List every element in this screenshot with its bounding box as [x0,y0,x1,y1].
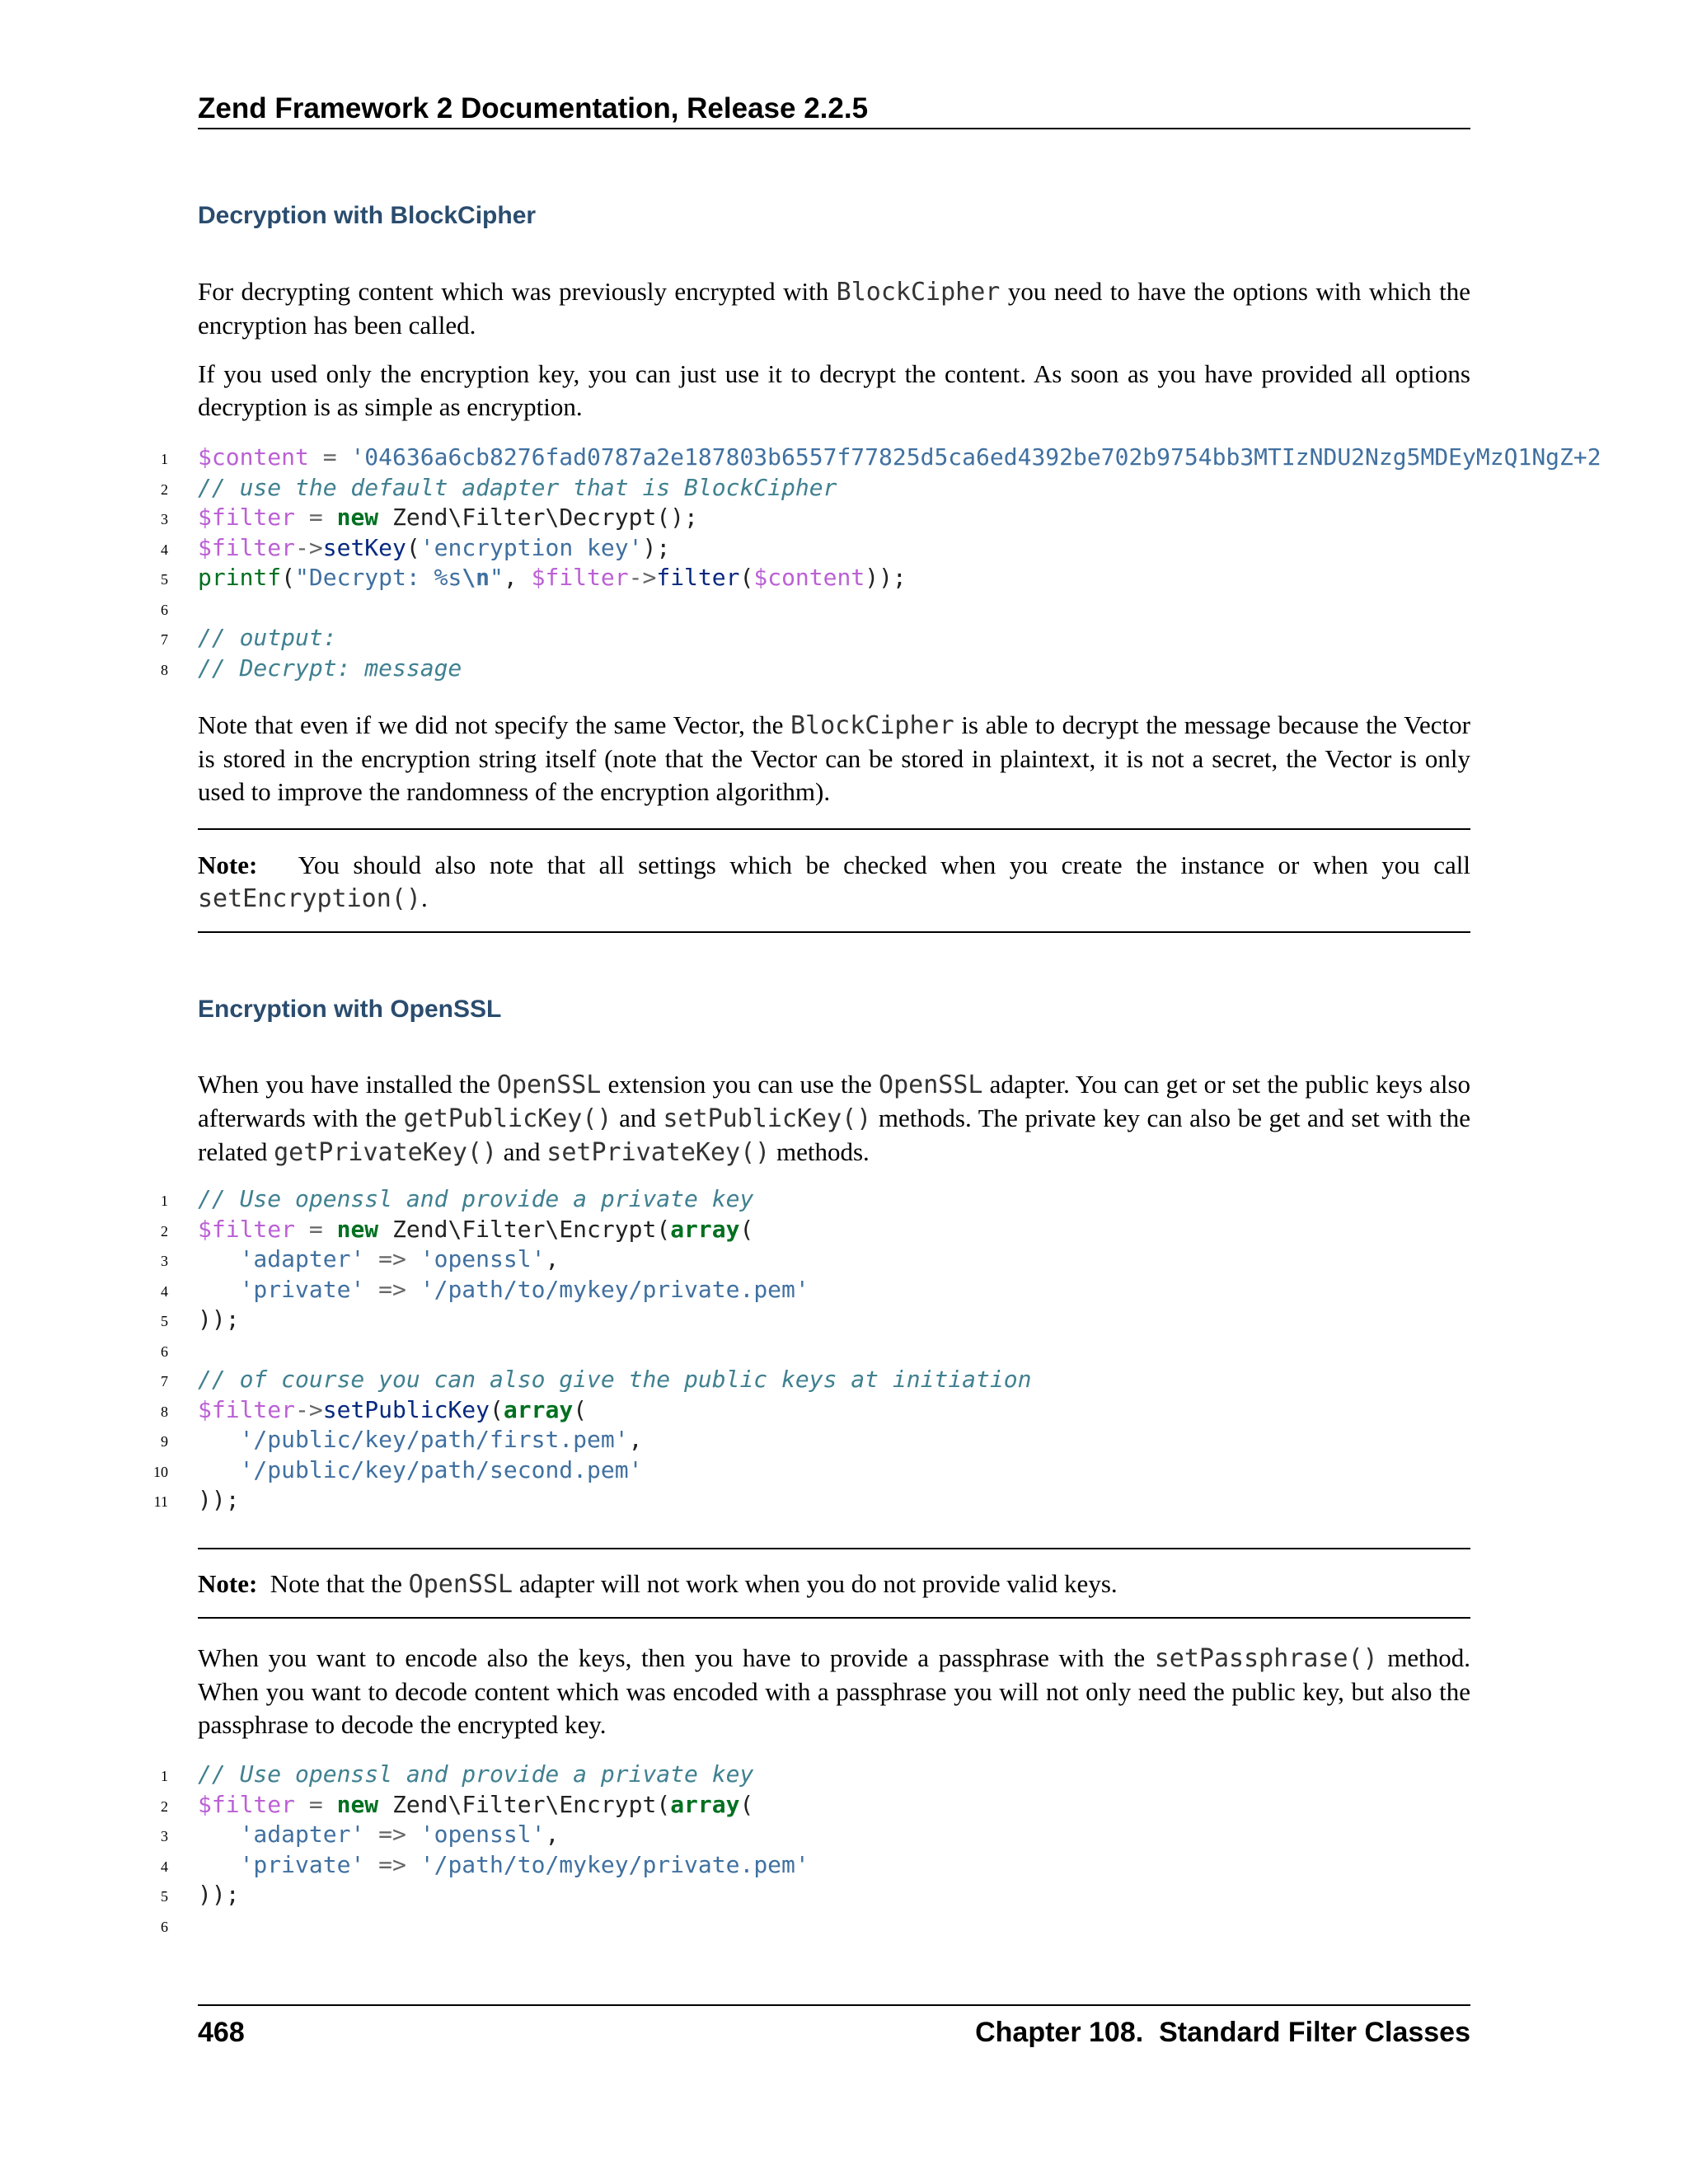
text: you need to have the options with which the encryption has been called. [198,277,1470,340]
note-rule-top [198,828,1470,830]
code-line: 1 // Use openssl and provide a private key [161,1760,754,1788]
note-rule-bottom [198,1617,1470,1619]
code-line: 5 printf("Decrypt: %s\n", $filter->filter($content)); [148,563,1688,593]
paragraph-decryption-intro [198,275,1470,342]
line-number: 6 [161,601,168,618]
line-number: 7 [161,631,168,648]
line-number: 5 [161,571,168,588]
inline-code: getPrivateKey() [274,1138,498,1167]
section-title-decryption: Decryption with BlockCipher [198,202,537,229]
code-line: 3 'adapter' => 'openssl', [161,1245,560,1272]
paragraph-vector-note [198,709,1470,808]
text: is able to decrypt the message because the Vector is stored in the encryption string itself (note that the Vector can be stored in plaintext, it is not a secret, the Vector is only used to improve the randomness of the encryption algorithm). [198,710,1470,806]
code-line: 7 // output: [148,623,1688,654]
inline-code: getPublicKey() [403,1104,612,1133]
code-line: 8 $filter->setPublicKey(array( [161,1395,588,1423]
inline-code: OpenSSL [496,1071,602,1099]
line-number: 8 [161,661,168,678]
text: You should also note that all settings which be checked when you create the instance or when you call [298,851,1470,879]
line-number: 2 [161,480,168,498]
inline-code: setPrivateKey() [546,1138,771,1167]
note-rule-top [198,1548,1470,1549]
code-block-openssl-encrypt [148,1184,1688,1516]
page-number: 468 [198,2017,245,2048]
code-line: 6 [161,1918,168,1935]
code-line: 2 // use the default adapter that is BlockCipher [148,473,1688,504]
note-label: Note: [198,851,258,879]
code-line: 2 $filter = new Zend\Filter\Encrypt(array( [161,1215,754,1243]
code-line: 11 )); [153,1486,240,1513]
inline-code: BlockCipher [836,278,1001,307]
paragraph-passphrase: When you want to encode also the keys, then you have to provide a passphrase with the setPassphrase() method. When you want to decode content which was encoded with a passphrase you will not only need the public key, but also the passphrase to decode the encrypted key. [198,1643,1470,1739]
text: Note that even if we did not specify the same Vector, the [198,710,790,739]
code-line: 1 // Use openssl and provide a private key [161,1185,754,1212]
code-block-decrypt [148,443,1688,683]
code-line: 9 '/public/key/path/first.pem', [161,1426,643,1453]
code-line: 3 'adapter' => 'openssl', [161,1821,560,1848]
footer-rule [198,2004,1470,2006]
code-line: 3 $filter = new Zend\Filter\Decrypt(); [148,503,1688,533]
paragraph-decryption-options: If you used only the encryption key, you can just use it to decrypt the content. As soon as you have provided all options decryption is as simple as encryption. [198,359,1470,421]
chapter-title: Chapter 108. Standard Filter Classes [975,2017,1470,2048]
inline-code: setEncryption() [198,884,421,913]
note-label: Note: [198,1569,258,1598]
text: For decrypting content which was previously encrypted with [198,277,837,306]
note-box-openssl-keys: Note: Note that the OpenSSL adapter will not work when you do not provide valid keys. [198,1569,1118,1599]
inline-code: setPublicKey() [663,1104,872,1133]
paragraph-openssl-intro: When you have installed the OpenSSL extension you can use the OpenSSL adapter. You can get or set the public keys also afterwards with the getPublicKey() and setPublicKey() methods. The private key can also be get and set with the related getPrivateKey() and setPrivateKey() methods. [198,1070,1471,1167]
line-number: 3 [161,511,168,527]
code-line: 4 $filter->setKey('encryption key'); [148,533,1688,564]
code-line: 4 'private' => '/path/to/mykey/private.pem' [161,1275,809,1303]
note-box-settings [198,849,1470,916]
code-line: 5 )); [161,1305,240,1333]
inline-code: setPassphrase() [1154,1644,1378,1673]
inline-code: OpenSSL [408,1570,513,1599]
code-line: 6 [161,1343,168,1360]
text: . [420,883,428,912]
code-line [148,593,1688,624]
code-line: 7 // of course you can also give the public keys at initiation [161,1366,1032,1393]
inline-code: OpenSSL [879,1071,983,1099]
note-rule-bottom [198,931,1470,933]
running-header: Zend Framework 2 Documentation, Release 2.2.5 [198,92,869,124]
code-line: 5 )); [161,1881,240,1908]
line-number: 4 [161,541,168,558]
code-line: 8 // Decrypt: message [148,654,1688,684]
code-line: 2 $filter = new Zend\Filter\Encrypt(array( [161,1790,754,1818]
code-line: 10 '/public/key/path/second.pem' [153,1455,643,1483]
line-number: 1 [161,451,168,467]
section-title-openssl: Encryption with OpenSSL [198,996,502,1023]
code-line: 1 $content = '04636a6cb8276fad0787a2e187803b6557f77825d5ca6ed4392be702b9754bb3MTIzNDU2Nzg5MDEyMzQ1NgZ+2 [148,443,1688,473]
inline-code: BlockCipher [790,711,954,740]
code-block-openssl-passphrase [148,1760,1688,1940]
code-line: 4 'private' => '/path/to/mykey/private.pem' [161,1850,809,1878]
header-rule [198,128,1470,129]
